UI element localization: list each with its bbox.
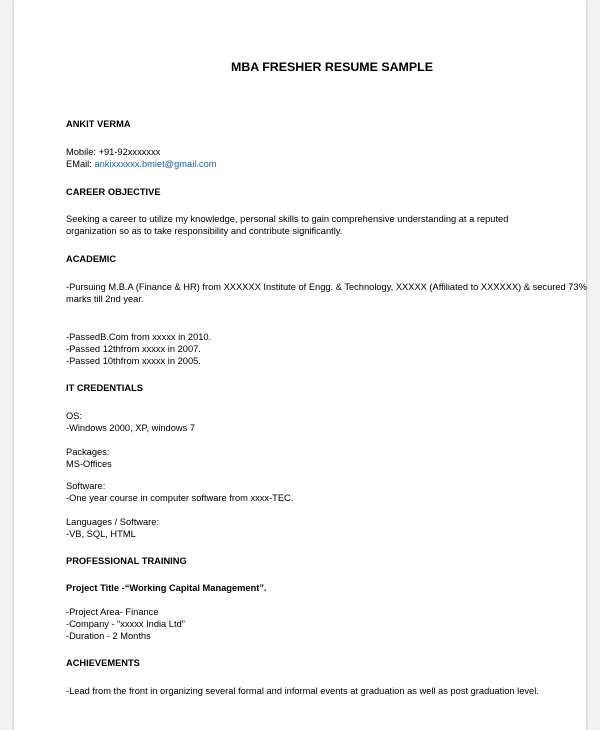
- resume-page: [14, 0, 586, 730]
- section-heading-career-objective: CAREER OBJECTIVE: [66, 187, 161, 197]
- section-heading-academic: ACADEMIC: [66, 254, 117, 264]
- software-label: Software:: [66, 481, 106, 491]
- os-value: -Windows 2000, XP, windows 7: [66, 423, 196, 433]
- languages-value: -VB, SQL, HTML: [66, 529, 136, 539]
- candidate-name: ANKIT VERMA: [66, 119, 131, 129]
- email-label: EMail:: [66, 159, 95, 169]
- email-line: [66, 158, 216, 170]
- academic-main-line-1: -Pursuing M.B.A (Finance & HR) from XXXXXX Institute of Engg. & Technology, XXXXX (Affiliated to XXXXXX) & secured 73%: [66, 282, 587, 292]
- section-heading-it-credentials: IT CREDENTIALS: [66, 383, 143, 393]
- os-label: OS:: [66, 411, 83, 421]
- mobile-label: Mobile:: [66, 147, 99, 157]
- languages-label: Languages / Software:: [66, 517, 160, 527]
- software-value: -One year course in computer software from xxxx-TEC.: [66, 493, 294, 503]
- academic-item-12th: -Passed 12thfrom xxxxx in 2007.: [66, 344, 201, 354]
- academic-item-bcom: -PassedB.Com from xxxxx in 2010.: [66, 332, 212, 342]
- career-objective-text: Seeking a career to utilize my knowledge, personal skills to gain comprehensive understanding at a reputed organization so as to take responsibility and contribute significantly.: [66, 214, 509, 236]
- training-item-company: -Company - “xxxxx India Ltd”: [66, 619, 185, 629]
- training-item-project-area: -Project Area- Finance: [66, 607, 159, 617]
- email-link[interactable]: ankixxxxxx.bmiet@gmail.com: [94, 159, 217, 169]
- mobile-value: +91-92xxxxxxx: [98, 147, 161, 157]
- project-title: Project Title -“Working Capital Management”.: [66, 583, 267, 593]
- academic-main-line-2: marks till 2nd year.: [66, 294, 144, 304]
- section-heading-achievements: ACHIEVEMENTS: [66, 658, 140, 668]
- packages-value: MS-Offices: [66, 459, 112, 469]
- packages-label: Packages:: [66, 447, 110, 457]
- mobile-line: [66, 146, 160, 158]
- document-title: MBA FRESHER RESUME SAMPLE: [231, 60, 433, 74]
- training-item-duration: -Duration - 2 Months: [66, 631, 151, 641]
- achievements-text: -Lead from the front in organizing several formal and informal events at graduation as well as post graduation level.: [66, 686, 539, 696]
- academic-item-10th: -Passed 10thfrom xxxxx in 2005.: [66, 356, 201, 366]
- section-heading-professional-training: PROFESSIONAL TRAINING: [66, 556, 187, 566]
